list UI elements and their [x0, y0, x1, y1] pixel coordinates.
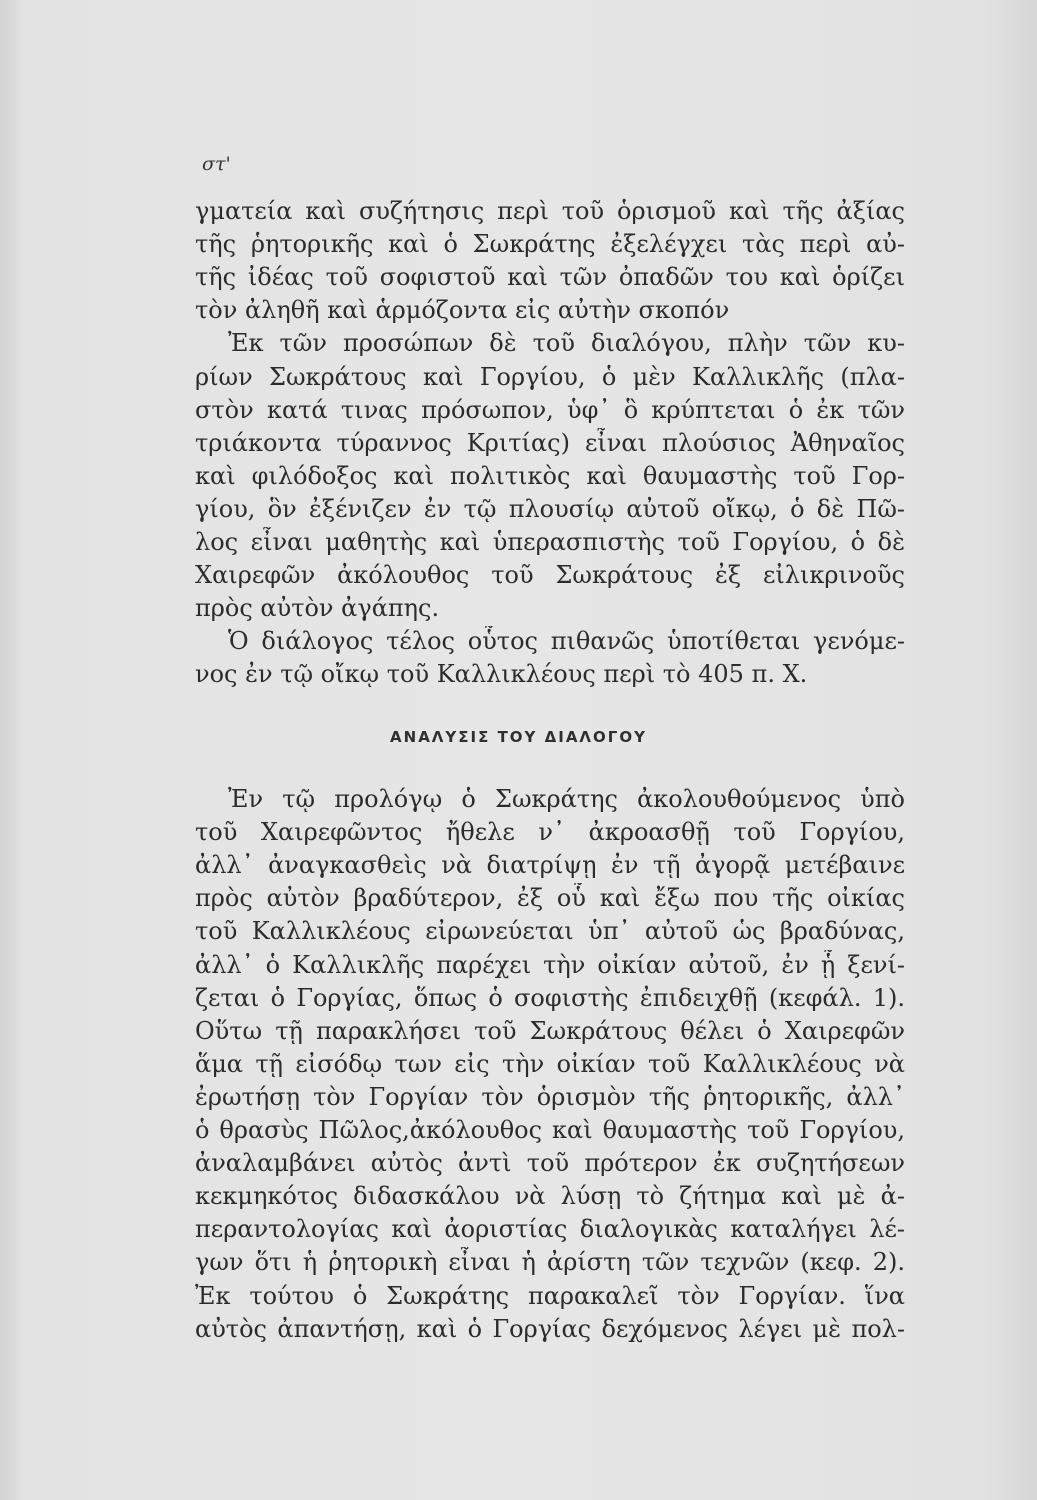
text-line: τοῦ Χαιρεφῶντος ἤθελε ν᾽ ἀκροασθῇ τοῦ Γοργίου, — [195, 818, 905, 847]
text-line: ὁ θρασὺς Πῶλος,ἀκόλουθος καὶ θαυμαστὴς τοῦ Γοργίου, — [195, 1116, 905, 1144]
text-line: ἀλλ᾽ ὁ Καλλικλῆς παρέχει τὴν οἰκίαν αὐτοῦ, ἐν ᾗ ξενί- — [195, 950, 905, 979]
section-heading: ΑΝΑΛΥΣΙΣ ΤΟΥ ΔΙΑΛΟΓΟΥ — [390, 728, 647, 746]
text-line: λος εἶναι μαθητὴς καὶ ὑπερασπιστὴς τοῦ Γοργίου, ὁ δὲ — [195, 528, 905, 556]
text-line: τριάκοντα τύραννος Κριτίας) εἶναι πλούσιος Ἀθηναῖος — [195, 428, 905, 457]
text-line: ἐρωτήσῃ τὸν Γοργίαν τὸν ὁρισμὸν τῆς ῥητορικῆς, ἀλλ᾽ — [195, 1082, 905, 1111]
text-line: Ὁ διάλογος τέλος οὗτος πιθανῶς ὑποτίθεται γενόμε- — [228, 627, 905, 656]
text-line: Οὕτω τῇ παρακλήσει τοῦ Σωκράτους θέλει ὁ Χαιρεφῶν — [195, 1016, 905, 1045]
text-line: ρίων Σωκράτους καὶ Γοργίου, ὁ μὲν Καλλικλῆς (πλα- — [195, 362, 905, 391]
text-line: γίου, ὃν ἐξένιζεν ἐν τῷ πλουσίῳ αὐτοῦ οἴκῳ, ὁ δὲ Πῶ- — [195, 494, 905, 523]
text-line: τοῦ Καλλικλέους εἰρωνεύεται ὑπ᾽ αὐτοῦ ὡς βραδύνας, — [195, 917, 905, 946]
text-line: τὸν ἀληθῆ καὶ ἁρμόζοντα εἰς αὐτὴν σκοπόν — [195, 296, 730, 325]
text-line: στὸν κατά τινας πρόσωπον, ὑφ᾽ ὃ κρύπτεται ὁ ἐκ τῶν — [195, 395, 905, 424]
text-line: Ἐκ τῶν προσώπων δὲ τοῦ διαλόγου, πλὴν τῶν κυ- — [228, 329, 905, 358]
text-line: ζεται ὁ Γοργίας, ὅπως ὁ σοφιστὴς ἐπιδειχθῇ (κεφάλ. 1). — [195, 983, 905, 1012]
text-line: ἅμα τῇ εἰσόδῳ των εἰς τὴν οἰκίαν τοῦ Καλλικλέους νὰ — [195, 1049, 905, 1078]
text-line: γματεία καὶ συζήτησις περὶ τοῦ ὁρισμοῦ καὶ τῆς ἀξίας — [195, 197, 905, 225]
text-line: πρὸς αὐτὸν ἀγάπης. — [195, 594, 440, 623]
text-line: Ἐκ τούτου ὁ Σωκράτης παρακαλεῖ τὸν Γοργίαν. ἵνα — [195, 1281, 905, 1310]
text-line: γων ὅτι ἡ ῥητορικὴ εἶναι ἡ ἀρίστη τῶν τεχνῶν (κεφ. 2). — [195, 1248, 905, 1277]
text-line: Ἐν τῷ προλόγῳ ὁ Σωκράτης ἀκολουθούμενος ὑπὸ — [228, 785, 905, 813]
text-line: τῆς ἰδέας τοῦ σοφιστοῦ καὶ τῶν ὀπαδῶν του καὶ ὁρίζει — [195, 263, 905, 292]
text-line: ἀλλ᾽ ἀναγκασθεὶς νὰ διατρίψῃ ἐν τῇ ἀγορᾷ μετέβαινε — [195, 851, 905, 880]
text-line: τῆς ῥητορικῆς καὶ ὁ Σωκράτης ἐξελέγχει τὰς περὶ αὐ- — [195, 230, 905, 259]
text-line: Χαιρεφῶν ἀκόλουθος τοῦ Σωκράτους ἐξ εἰλικρινοῦς — [195, 561, 905, 590]
text-line: πρὸς αὐτὸν βραδύτερον, ἐξ οὗ καὶ ἔξω που τῆς οἰκίας — [195, 884, 905, 913]
text-line: καὶ φιλόδοξος καὶ πολιτικὸς καὶ θαυμαστὴς τοῦ Γορ- — [195, 461, 905, 490]
text-line: περαντολογίας καὶ ἀοριστίας διαλογικὰς καταλήγει λέ- — [195, 1215, 905, 1244]
page-number: στ' — [202, 153, 231, 175]
text-line: κεκμηκότος διδασκάλου νὰ λύσῃ τὸ ζήτημα καὶ μὲ ἀ- — [195, 1182, 905, 1211]
text-line: ἀναλαμβάνει αὐτὸς ἀντὶ τοῦ πρότερον ἐκ συζητήσεων — [195, 1149, 905, 1178]
text-line: αὐτὸς ἀπαντήσῃ, καὶ ὁ Γοργίας δεχόμενος λέγει μὲ πολ- — [195, 1314, 905, 1343]
text-line: νος ἐν τῷ οἴκῳ τοῦ Καλλικλέους περὶ τὸ 405 π. Χ. — [195, 660, 808, 689]
